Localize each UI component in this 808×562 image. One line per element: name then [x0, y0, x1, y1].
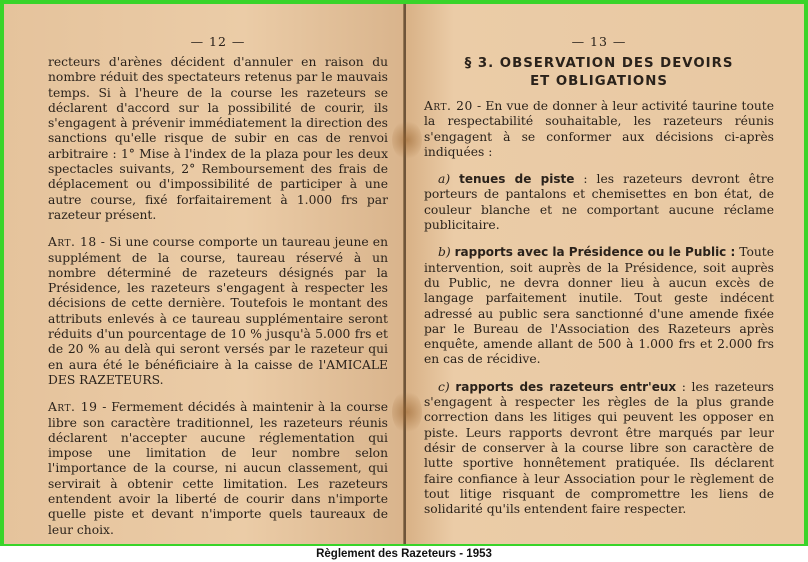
clause-b: [424, 245, 774, 367]
left-page: [4, 4, 404, 544]
article-19-text: - Fermement décidés à maintenir à la course libre son caractère traditionnel, les razeteurs réunis déclarent n'accepter aucune réglementation qui impose une limitation de leur nombre selon l'importance de la course, ni aucun classement, qui servirait à obtenir cette limitation. Les razeteurs entendent avoir la liberté de courir dans n'importe quelle piste et devant n'importe quels taureaux de leur choix.: [48, 400, 388, 537]
clause-c-marker: c): [438, 379, 456, 394]
clause-a: [424, 172, 774, 233]
article-18: [48, 235, 388, 388]
article-18-text: - Si une course comporte un taureau jeune en supplément de la course, taureau réservé à un nombre déterminé de razeteurs désignés par la Présidence, les razeteurs s'engagent à respecter les décisions de cette dernière. Toutefois le montant des attributs enlevés à ce taureau supplémentaire seront réduits d'un pourcentage de 10 % jusqu'à 5.000 frs et de 20 % au delà qui seront versés par le razeteur qui en aura été le bénéficiaire à la caisse de l'AMICALE DES RAZETEURS.: [48, 235, 388, 387]
article-19: [48, 400, 388, 538]
right-page: [406, 4, 804, 544]
article-20-text: - En vue de donner à leur activité taurine toute la respectabilité souhaitable, les razeteurs réunis s'engagent à se conformer aux décisions ci-après indiquées :: [424, 99, 774, 159]
paragraph-continued-text: recteurs d'arènes décident d'annuler en raison du nombre réduit des spectateurs retenus par le mauvais temps. Si à l'heure de la course les razeteurs se déclarent d'accord sur la possibilité de courir, ils s'engagent à prévenir immédiatement la direction des sanctions qu'elle risque de subir en cas de renvoi arbitraire : 1° Mise à l'index de la plaza pour les deux spectacles suivants, 2° Remboursement des frais de déplacement ou d'impossibilité de participer à une autre course, fixé forfaitairement à 1.000 frs par razeteur présent.: [48, 55, 388, 222]
clause-c-text: : les razeteurs s'engagent à respecter les règles de la plus grande correction dans les litiges qui peuvent les opposer en piste. Leurs rapports devront être marqués par leur désir de conserver à la course libre son caractère de lutte sportive honnêtement pratiquée. Ils déclarent faire confiance à leur Association pour le règlement de tout litige risquant de compromettre les liens de solidarité qu'ils entendent faire respecter.: [424, 379, 774, 517]
clause-b-text: Toute intervention, soit auprès de la Présidence, soit auprès du Public, ne devra donner lieu à aucun excès de langage parfaitement inutile. Tout geste indécent adressé au public sera sanctionné d'une amende fixée par le Bureau de l'Association des Razeteurs après enquête, amende allant de 500 à 1.000 frs et 2.000 frs en cas de récidive.: [424, 245, 774, 367]
clause-a-text: : les razeteurs devront être porteurs de pantalons et chemisettes en bon état, de couleur blanche et ne comportant aucune réclame publicitaire.: [424, 172, 774, 233]
section-heading: [424, 55, 774, 91]
article-20: [424, 99, 774, 160]
paper-stain: [392, 120, 422, 160]
paper-stain: [392, 390, 422, 434]
clause-b-marker: b): [438, 245, 455, 260]
section-heading-line2: ET OBLIGATIONS: [530, 74, 668, 89]
article-20-label: Art. 20: [424, 99, 473, 113]
clause-b-lead: rapports avec la Présidence ou le Public :: [454, 245, 736, 260]
page-number-left: — 12 —: [190, 34, 246, 49]
article-19-label: Art. 19: [48, 400, 98, 415]
clause-c: [424, 380, 774, 518]
clause-c-lead: rapports des razeteurs entr'eux: [455, 379, 677, 394]
page-number-right: — 13 —: [571, 34, 627, 49]
image-caption: Règlement des Razeteurs - 1953: [316, 548, 492, 560]
clause-a-lead: tenues de piste: [459, 172, 575, 187]
section-heading-line1: § 3. OBSERVATION DES DEVOIRS: [464, 56, 734, 71]
paragraph-continued: [48, 55, 388, 223]
clause-a-marker: a): [438, 172, 460, 187]
article-18-label: Art. 18: [48, 235, 97, 250]
